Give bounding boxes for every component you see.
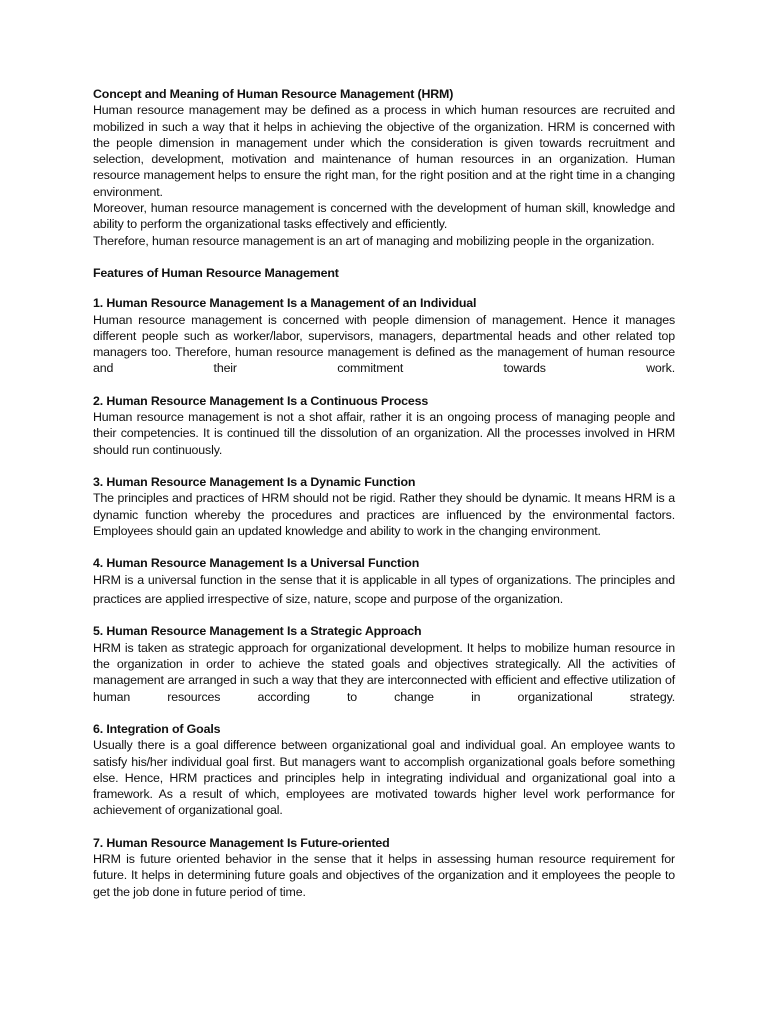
- feature-body: Usually there is a goal difference between organizational goal and individual goal. An employee wants to satisfy his/her individual goal first. But managers want to accomplish organizational goals before something else. Hence, HRM practices and principles help in integrating individual and organizational goal into a framework. As a result of which, employees are motivated towards higher level work performance for achievement of organizational goal.: [93, 738, 675, 818]
- feature-heading: 1. Human Resource Management Is a Management of an Individual: [93, 296, 477, 311]
- feature-body: Human resource management is concerned with people dimension of management. Hence it manages different people such as worker/labor, supervisors, managers, departmental heads and other related top managers too. Therefore, human resource management is defined as the management of human resource and their commitment towards work.: [93, 312, 675, 376]
- feature-body: Human resource management is not a shot affair, rather it is an ongoing process of managing people and their competencies. It is continued till the dissolution of an organization. All the processes involved in HRM should run continuously.: [93, 410, 675, 457]
- spacer: [93, 377, 675, 393]
- spacer: [93, 705, 675, 721]
- feature-3: [93, 474, 675, 539]
- spacer: [93, 281, 675, 295]
- feature-heading: 6. Integration of Goals: [93, 721, 221, 736]
- feature-body: HRM is taken as strategic approach for organizational development. It helps to mobilize human resource in the organization in order to achieve the stated goals and objectives strategically. All the activities of management are arranged in such a way that they are interconnected with efficient and effective utilization of human resources according to change in organizational strategy.: [93, 640, 675, 704]
- spacer: [93, 249, 675, 265]
- feature-1: [93, 295, 675, 376]
- intro-paragraph-1: Human resource management may be defined as a process in which human resources are recruited and mobilized in such a way that it helps in achieving the objective of the organization. HRM is concerned with the people dimension in management under which the consideration is given towards recruitment and selection, development, motivation and maintenance of human resources in an organization. Human resource management helps to ensure the right man, for the right position and at the right time in a changing environment.: [93, 103, 675, 199]
- intro-paragraph-3: Therefore, human resource management is an art of managing and mobilizing people in the organization.: [93, 233, 655, 248]
- spacer: [93, 819, 675, 835]
- feature-heading: 4. Human Resource Management Is a Universal Function: [93, 556, 420, 571]
- spacer: [93, 609, 675, 623]
- document-page: [93, 86, 675, 900]
- intro-paragraph-2: Moreover, human resource management is concerned with the development of human skill, knowledge and ability to perform the organizational tasks effectively and efficiently.: [93, 201, 675, 232]
- feature-4: [93, 555, 675, 609]
- feature-heading: 5. Human Resource Management Is a Strategic Approach: [93, 624, 422, 639]
- feature-heading: 3. Human Resource Management Is a Dynamic Function: [93, 474, 416, 489]
- feature-body: HRM is future oriented behavior in the sense that it helps in assessing human resource requirement for future. It helps in determining future goals and objectives of the organization and it employees the people to get the job done in future period of time.: [93, 851, 675, 899]
- feature-heading: 7. Human Resource Management Is Future-oriented: [93, 835, 390, 850]
- feature-body: HRM is a universal function in the sense that it is applicable in all types of organizations. The principles and practices are applied irrespective of size, nature, scope and purpose of the organization.: [93, 573, 675, 607]
- feature-7: [93, 835, 675, 900]
- spacer: [93, 458, 675, 474]
- feature-body: The principles and practices of HRM should not be rigid. Rather they should be dynamic. It means HRM is a dynamic function whereby the procedures and practices are influenced by the environmental factors. Employees should gain an updated knowledge and ability to work in the changing environment.: [93, 491, 675, 538]
- spacer: [93, 539, 675, 555]
- feature-5: [93, 623, 675, 704]
- features-title: Features of Human Resource Management: [93, 265, 339, 280]
- page-title: Concept and Meaning of Human Resource Management (HRM): [93, 87, 454, 101]
- feature-2: [93, 393, 675, 458]
- feature-heading: 2. Human Resource Management Is a Continuous Process: [93, 393, 429, 408]
- feature-6: [93, 721, 675, 819]
